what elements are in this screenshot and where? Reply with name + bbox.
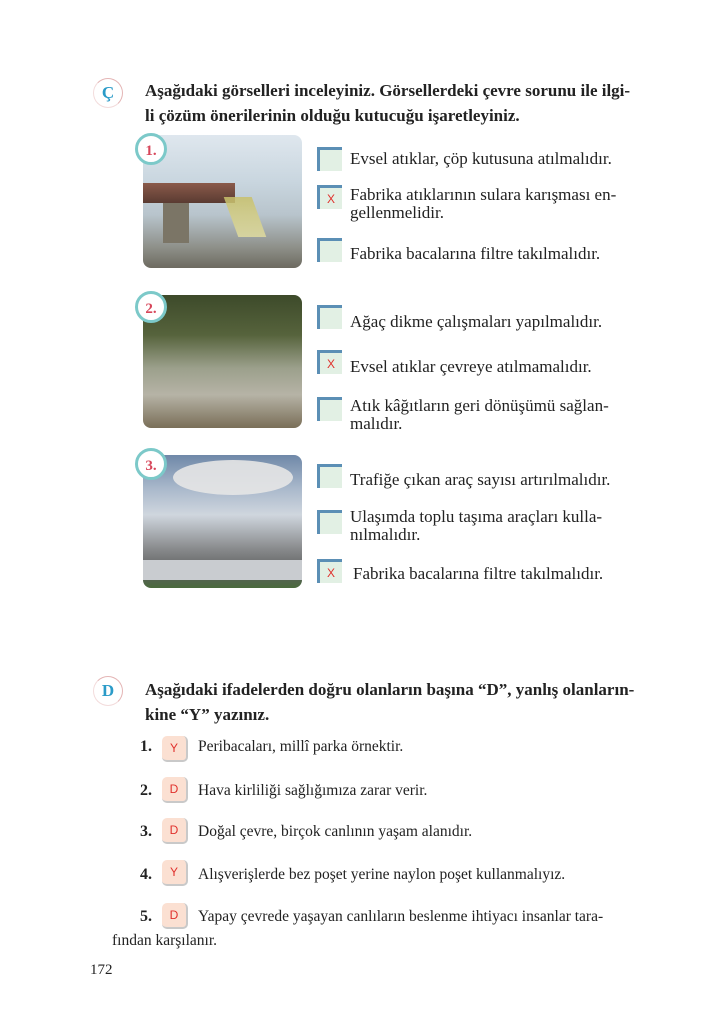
option-line: Atık kâğıtların geri dönüşümü sağlan- <box>350 396 609 415</box>
statement-text: Alışverişlerde bez poşet yerine naylon poşet kullanmalıyız. <box>198 866 566 883</box>
option-text: Trafiğe çıkan araç sayısı artırılmalıdır. <box>350 470 611 489</box>
statement-number: 1. <box>140 738 152 755</box>
statement-text-continued: fından karşılanır. <box>112 932 218 949</box>
option-line: malıdır. <box>350 414 403 433</box>
heading-line: li çözüm önerilerinin olduğu kutucuğu işaretleyiniz. <box>145 106 520 125</box>
option-text <box>350 186 650 222</box>
answer-box[interactable]: D <box>162 903 188 929</box>
option-text: Fabrika bacalarına filtre takılmalıdır. <box>353 564 604 583</box>
checkbox[interactable]: X <box>317 185 342 209</box>
factory-smoke-image <box>143 455 302 588</box>
checkbox[interactable] <box>317 147 342 171</box>
option-line: gellenmelidir. <box>350 203 444 222</box>
section-d-badge: D <box>93 676 123 706</box>
answer-box[interactable]: D <box>162 818 188 844</box>
smoke-cloud <box>173 460 293 495</box>
item-number-badge: 2. <box>135 291 167 323</box>
statement-text: Yapay çevrede yaşayan canlıların beslenme ihtiyacı insanlar tara- <box>198 908 604 925</box>
option-line: nılmalıdır. <box>350 525 421 544</box>
checkbox[interactable]: X <box>317 350 342 374</box>
page-number: 172 <box>90 962 113 978</box>
statement-number: 2. <box>140 782 152 799</box>
option-text: Evsel atıklar, çöp kutusuna atılmalıdır. <box>350 149 612 168</box>
wastewater-stream <box>224 197 267 237</box>
option-text: Ağaç dikme çalışmaları yapılmalıdır. <box>350 312 603 331</box>
heading-line: Aşağıdaki görselleri inceleyiniz. Görsellerdeki çevre sorunu ile ilgi- <box>145 81 631 100</box>
heading-line: kine “Y” yazınız. <box>145 705 270 724</box>
option-text: Evsel atıklar çevreye atılmamalıdır. <box>350 357 592 376</box>
statement-text: Doğal çevre, birçok canlının yaşam alanıdır. <box>198 823 473 840</box>
statement-text: Peribacaları, millî parka örnektir. <box>198 738 404 755</box>
option-line: Ulaşımda toplu taşıma araçları kulla- <box>350 507 603 526</box>
section-c-badge: Ç <box>93 78 123 108</box>
statement-number: 4. <box>140 866 152 883</box>
checkbox[interactable] <box>317 464 342 488</box>
checkbox[interactable] <box>317 238 342 262</box>
option-text: Fabrika bacalarına filtre takılmalıdır. <box>350 244 601 263</box>
statement-number: 5. <box>140 908 152 925</box>
tank-shape <box>143 560 302 580</box>
statement-text: Hava kirliliği sağlığımıza zarar verir. <box>198 782 428 799</box>
answer-box[interactable]: D <box>162 777 188 803</box>
option-text <box>350 397 650 433</box>
item-number-badge: 1. <box>135 133 167 165</box>
checkbox[interactable]: X <box>317 559 342 583</box>
pipe-shape <box>143 183 235 203</box>
garbage-dump-image <box>143 295 302 428</box>
statement-number: 3. <box>140 823 152 840</box>
polluted-water-pipe-image <box>143 135 302 268</box>
answer-box[interactable]: Y <box>162 736 188 762</box>
checkbox[interactable] <box>317 305 342 329</box>
answer-box[interactable]: Y <box>162 860 188 886</box>
checkbox[interactable] <box>317 510 342 534</box>
option-text <box>350 508 650 544</box>
section-d-heading <box>145 677 655 727</box>
item-number-badge: 3. <box>135 448 167 480</box>
section-c-heading <box>145 78 655 128</box>
heading-line: Aşağıdaki ifadelerden doğru olanların başına “D”, yanlış olanların- <box>145 680 635 699</box>
pipe-support <box>163 203 189 243</box>
checkbox[interactable] <box>317 397 342 421</box>
option-line: Fabrika atıklarının sulara karışması en- <box>350 185 617 204</box>
